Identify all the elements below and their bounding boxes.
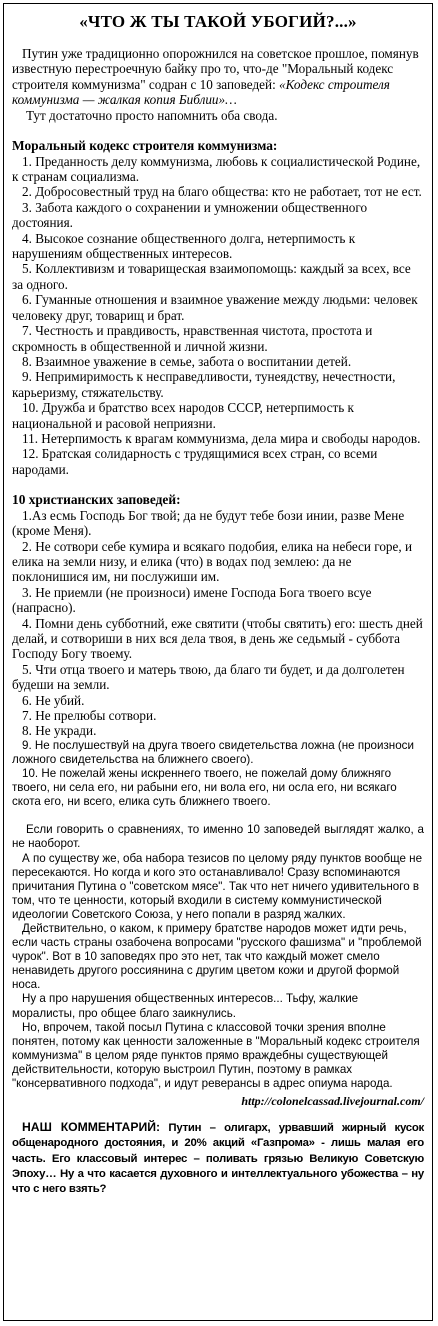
intro-text: Путин уже традиционно опорожнился на советское прошлое, помянув известную перестроечную байку про то, что-де "Моральный кодекс строителя коммунизма" содран с 10 заповедей: xyxy=(12,46,419,92)
list-item: 8. Не укради. xyxy=(22,723,97,739)
list-item: 10. Не пожелай жены искреннего твоего, не пожелай дому ближняго твоего, ни села его, ни рабыни его, ни вола его, ни осла его, ни всякаго скота его, ни всего, елика суть ближнего твоего. xyxy=(12,767,397,809)
list-item: 4. Высокое сознание общественного долга, нетерпимость к нарушениям общественных интересов. xyxy=(12,230,356,262)
list-item: 11. Нетерпимость к врагам коммунизма, дела мира и свободы народов. xyxy=(22,430,421,446)
commandments-heading: 10 христианских заповедей: xyxy=(12,492,181,508)
list-item: 7. Честность и правдивость, нравственная чистота, простота и скромность в общественной и личной жизни. xyxy=(12,323,373,354)
discussion-paragraph: Действительно, о каком, к примеру братстве народов может идти речь, если часть страны озабочена вопросами "русского фашизма" и "проблемой чурок". Вот в 10 заповедях про это нет, так что каждый может смело ненавидеть другого россиянина с другим цветом кожи и другой формой носа. xyxy=(12,921,422,992)
list-item: 2. Не сотвори себе кумира и всякаго подобия, елика на небеси горе, и елика на земли низу, и елика (что) в водах под землею: да не поклонишися им, ни послужиши им. xyxy=(12,538,413,585)
list-item: 5. Коллективизм и товарищеская взаимопомощь: каждый за всех, все за одного. xyxy=(12,261,411,292)
list-item: 3. Не приемли (не произноси) имене Господа Бога твоего всуе (напрасно). xyxy=(12,584,372,616)
comment-text: Путин – олигарх, урвавший жирный кусок общенародного достояния, и 20% акций «Газпрома» - лишь малая его часть. Его классовый интерес – поливать грязью Великую Советскую Эпоху… Ну а что касается духовного и интеллектуального убожества – ну что с него взять? xyxy=(12,1122,425,1195)
list-item: 7. Не прелюбы сотвори. xyxy=(22,708,157,724)
list-item: 6. Гуманные отношения и взаимное уважение между людьми: человек человеку друг, товарищ и брат. xyxy=(12,292,418,323)
source-link[interactable]: http://colonelcassad.livejournal.com/ xyxy=(241,1094,424,1109)
codex-list xyxy=(12,154,424,478)
codex-heading: Моральный кодекс строителя коммунизма: xyxy=(12,138,278,154)
discussion-paragraph: Ну а про нарушения общественных интересов... Тьфу, жалкие моралисты, про общее благо заикнулись. xyxy=(12,992,359,1020)
discussion-paragraph: Если говорить о сравнениях, то именно 10 заповедей выглядят жалко, а не наоборот. xyxy=(12,823,424,851)
list-item: 4. Помни день субботний, еже святити (чтобы святить) его: шесть дней делай, и сотвориши в них вся дела твоя, в день же седьмый - суббота Господу Богу твоему. xyxy=(12,615,423,662)
commandments-list-continued xyxy=(12,739,424,809)
list-item: 5. Чти отца твоего и матерь твою, да благо ти будет, и да долголетен будеши на земли. xyxy=(12,661,405,693)
list-item: 6. Не убий. xyxy=(22,692,85,708)
intro-paragraph-2: Тут достаточно просто напомнить оба свода. xyxy=(26,107,278,123)
list-item: 2. Добросовестный труд на благо общества: кто не работает, тот не ест. xyxy=(22,184,422,200)
list-item: 1.Аз есмь Господь Бог твой; да не будут тебе бози инии, разве Мене (кроме Меня). xyxy=(12,507,405,539)
commandments-list xyxy=(12,508,424,739)
discussion-section xyxy=(12,823,424,1091)
list-item: 9. Не послушествуй на друга твоего свидетельства ложна (не произноси ложного свидетельства на ближнего своего). xyxy=(12,738,414,766)
article-title: «ЧТО Ж ТЫ ТАКОЙ УБОГИЙ?...» xyxy=(79,12,357,31)
intro-paragraph-1 xyxy=(12,46,424,108)
comment-label: НАШ КОММЕНТАРИЙ: xyxy=(22,1120,161,1135)
discussion-paragraph: Но, впрочем, такой посыл Путина с классовой точки зрения вполне понятен, потому как ценности заложенные в "Моральный кодекс строителя коммунизма" в целом ряде пунктов прямо враждебны существующей действительности, которую выстроил Путин, поэтому в рамках "консервативного подхода", и идут реверансы в адрес опиума народа. xyxy=(12,1020,420,1090)
list-item: 9. Непримиримость к несправедливости, тунеядству, нечестности, карьеризму, стяжательству. xyxy=(12,369,396,400)
list-item: 3. Забота каждого о сохранении и умножении общественного достояния. xyxy=(12,199,368,231)
editorial-comment xyxy=(12,1120,424,1197)
article-frame xyxy=(3,3,433,1321)
list-item: 10. Дружба и братство всех народов СССР, нетерпимость к национальной и расовой неприязни. xyxy=(12,400,354,431)
list-item: 8. Взаимное уважение в семье, забота о воспитании детей. xyxy=(22,353,352,369)
intro-quote: «Кодекс строителя коммунизма — жалкая копия Библии»… xyxy=(12,76,390,108)
list-item: 12. Братская солидарность с трудящимися всех стран, со всеми народами. xyxy=(12,446,378,477)
list-item: 1. Преданность делу коммунизма, любовь к социалистической Родине, к странам социализма. xyxy=(12,153,421,185)
discussion-paragraph: А по существу же, оба набора тезисов по целому ряду пунктов вообще не пересекаются. Но когда и кого это останавливало! Сразу вспоминаются причитания Путина о "советском мясе". Так что нет ничего удивительного в том, что те ценности, который входили в систему коммунистической идеологии Советского Союза, у него попали в разряд жалких. xyxy=(12,851,423,921)
intro-section xyxy=(12,46,424,123)
